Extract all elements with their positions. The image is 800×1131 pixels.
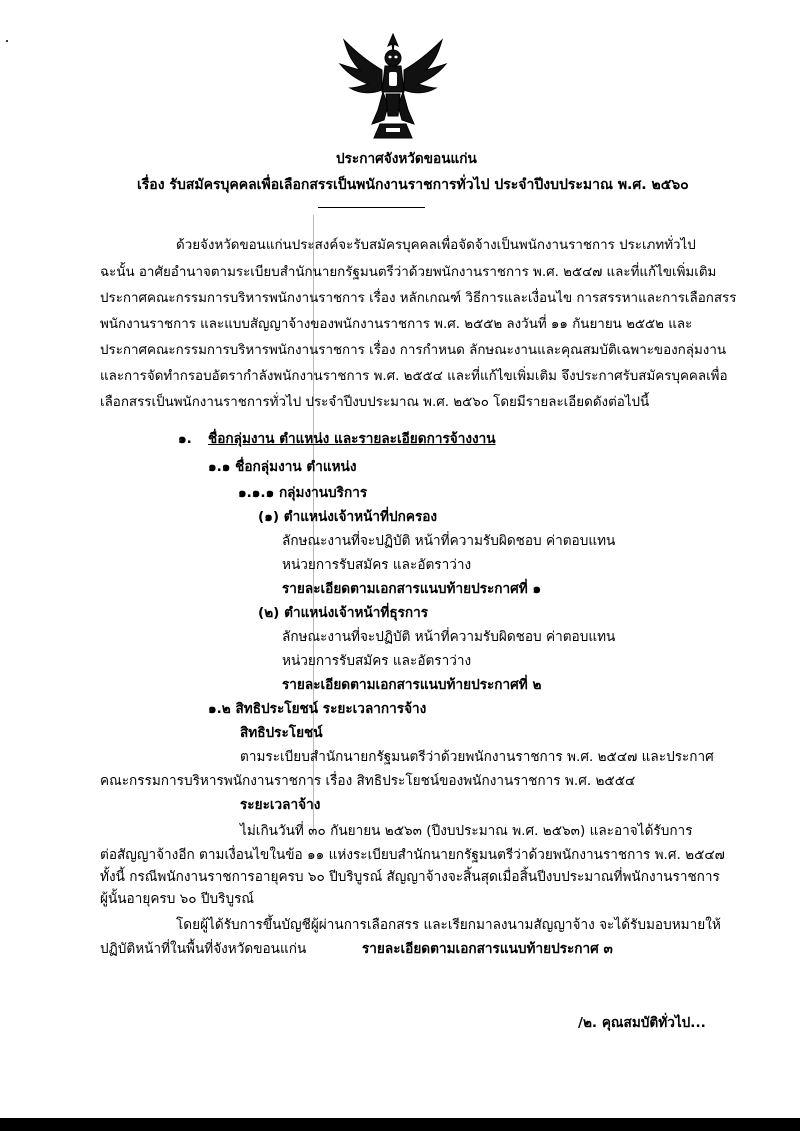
position-2-line: หน่วยการรับสมัคร และอัตราว่าง — [282, 653, 472, 669]
subsection-1-2: ๑.๒ สิทธิประโยชน์ ระยะเวลาการจ้าง — [208, 701, 427, 717]
period-line: ไม่เกินวันที่ ๓๐ กันยายน ๒๕๖๓ (ปีงบประมาณ พ.ศ. ๒๕๖๓) และอาจได้รับการ — [240, 823, 693, 839]
assignment-line: ปฏิบัติหน้าที่ในพื้นที่จังหวัดขอนแก่น — [100, 941, 307, 957]
intro-line: เลือกสรรเป็นพนักงานราชการทั่วไป ประจำปีงบประมาณ พ.ศ. ๒๕๖๐ โดยมีรายละเอียดดังต่อไปนี้ — [100, 395, 650, 410]
benefits-heading: สิทธิประโยชน์ — [240, 725, 323, 741]
title-underline — [318, 207, 425, 208]
intro-line: พนักงานราชการ และแบบสัญญาจ้างของพนักงานราชการ พ.ศ. ๒๕๕๒ ลงวันที่ ๑๑ กันยายน ๒๕๕๒ และ — [100, 317, 693, 332]
scan-bottom-edge — [0, 1118, 800, 1131]
section-1-heading: ชื่อกลุ่มงาน ตำแหน่ง และรายละเอียดการจ้างงาน — [208, 431, 496, 447]
position-1-line: หน่วยการรับสมัคร และอัตราว่าง — [282, 557, 472, 573]
intro-line: และการจัดทำกรอบอัตรากำลังพนักงานราชการ พ.ศ. ๒๕๕๔ และที่แก้ไขเพิ่มเติม จึงประกาศรับสมัครบุคคลเพื่อ — [100, 369, 728, 384]
continuation-note: /๒. คุณสมบัติทั่วไป... — [578, 1015, 706, 1031]
intro-line: ด้วยจังหวัดขอนแก่นประสงค์จะรับสมัครบุคคลเพื่อจัดจ้างเป็นพนักงานราชการ ประเภททั่วไป — [176, 238, 696, 253]
benefits-line: คณะกรรมการบริหารพนักงานราชการ เรื่อง สิทธิประโยชน์ของพนักงานราชการ พ.ศ. ๒๕๕๔ — [100, 773, 636, 789]
document-title: ประกาศจังหวัดขอนแก่น — [336, 151, 477, 167]
position-1-detail: รายละเอียดตามเอกสารแนบท้ายประกาศที่ ๑ — [282, 581, 542, 597]
document-subject: เรื่อง รับสมัครบุคคลเพื่อเลือกสรรเป็นพนักงานราชการทั่วไป ประจำปีงบประมาณ พ.ศ. ๒๕๖๐ — [137, 177, 689, 193]
period-heading: ระยะเวลาจ้าง — [240, 797, 321, 813]
garuda-emblem-icon — [338, 32, 448, 144]
scan-speck — [6, 40, 8, 42]
period-line: ทั้งนี้ กรณีพนักงานราชการอายุครบ ๖๐ ปีบริบูรณ์ สัญญาจ้างจะสิ้นสุดเมื่อสิ้นปีงบประมาณที่พนักงานราชการ — [100, 869, 720, 885]
position-2-title: (๒) ตำแหน่งเจ้าหน้าที่ธุรการ — [258, 605, 429, 621]
section-1-number: ๑. — [178, 431, 192, 447]
subsection-1-1-1: ๑.๑.๑ กลุ่มงานบริการ — [238, 485, 368, 501]
position-2-line: ลักษณะงานที่จะปฏิบัติ หน้าที่ความรับผิดชอบ ค่าตอบแทน — [282, 629, 616, 645]
position-1-title: (๑) ตำแหน่งเจ้าหน้าที่ปกครอง — [258, 509, 438, 525]
benefits-line: ตามระเบียบสำนักนายกรัฐมนตรีว่าด้วยพนักงานราชการ พ.ศ. ๒๕๔๗ และประกาศ — [240, 749, 714, 765]
intro-line: ประกาศคณะกรรมการบริหารพนักงานราชการ เรื่อง การกำหนด ลักษณะงานและคุณสมบัติเฉพาะของกลุ่มงาน — [100, 343, 727, 358]
subsection-1-1: ๑.๑ ชื่อกลุ่มงาน ตำแหน่ง — [208, 459, 357, 475]
assignment-detail: รายละเอียดตามเอกสารแนบท้ายประกาศ ๓ — [362, 941, 613, 957]
period-line: ผู้นั้นอายุครบ ๖๐ ปีบริบูรณ์ — [100, 891, 255, 907]
intro-line: ประกาศคณะกรรมการบริหารพนักงานราชการ เรื่อง หลักเกณฑ์ วิธีการและเงื่อนไข การสรรหาและการเลือกสรร — [100, 291, 737, 306]
assignment-line: โดยผู้ได้รับการขึ้นบัญชีผู้ผ่านการเลือกสรร และเรียกมาลงนามสัญญาจ้าง จะได้รับมอบหมายให้ — [176, 917, 721, 933]
position-1-line: ลักษณะงานที่จะปฏิบัติ หน้าที่ความรับผิดชอบ ค่าตอบแทน — [282, 533, 616, 549]
position-2-detail: รายละเอียดตามเอกสารแนบท้ายประกาศที่ ๒ — [282, 677, 542, 693]
period-line: ต่อสัญญาจ้างอีก ตามเงื่อนไขในข้อ ๑๑ แห่งระเบียบสำนักนายกรัฐมนตรีว่าด้วยพนักงานราชการ พ.ศ. ๒๕๔๗ — [100, 847, 725, 863]
intro-line: ฉะนั้น อาศัยอำนาจตามระเบียบสำนักนายกรัฐมนตรีว่าด้วยพนักงานราชการ พ.ศ. ๒๕๔๗ และที่แก้ไขเพิ่มเติม — [100, 265, 717, 280]
